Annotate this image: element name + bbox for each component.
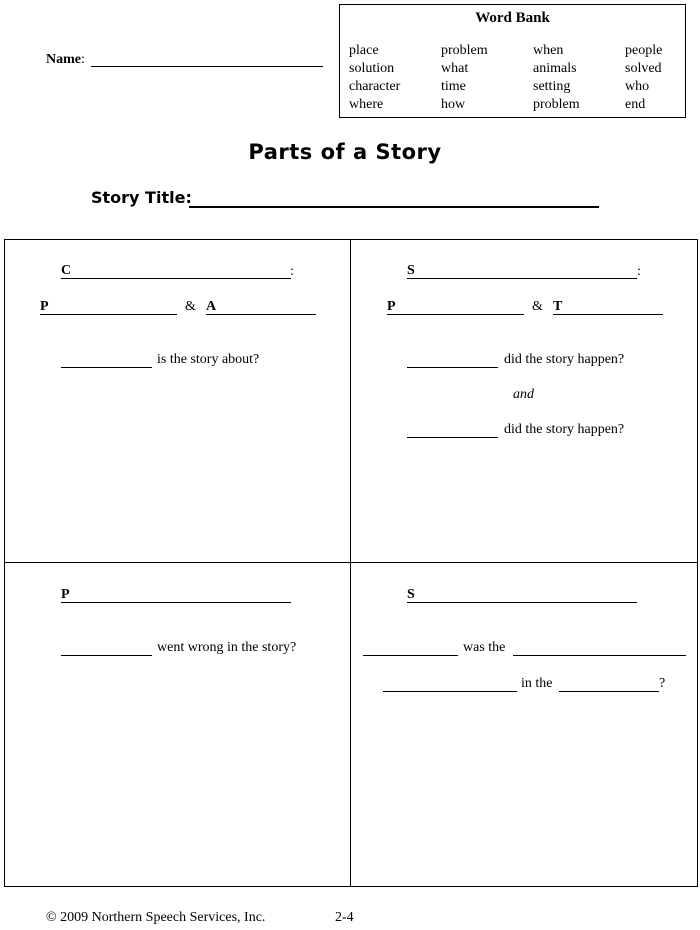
setting-question2: did the story happen?	[504, 422, 625, 437]
solution-line1-text: was the	[463, 640, 506, 655]
setting-heading-colon: :	[637, 264, 641, 279]
word-bank-word: what	[441, 61, 469, 76]
setting-place-field[interactable]	[387, 314, 524, 315]
word-bank-word: who	[625, 79, 650, 94]
setting-heading-letter: S	[407, 263, 415, 278]
word-bank-word: character	[349, 79, 401, 94]
word-bank-word: animals	[533, 61, 577, 76]
solution-line1-field-b[interactable]	[513, 655, 686, 656]
setting-question1: did the story happen?	[504, 352, 625, 367]
characters-animals-letter: A	[206, 299, 217, 314]
problem-question-field[interactable]	[61, 655, 152, 656]
characters-people-field[interactable]	[40, 314, 177, 315]
word-bank-title: Word Bank	[475, 10, 550, 26]
story-title-field[interactable]	[189, 206, 599, 208]
word-bank-word: place	[349, 43, 379, 58]
word-bank-word: solved	[625, 61, 662, 76]
solution-heading-letter: S	[407, 587, 415, 602]
word-bank-word: when	[533, 43, 564, 58]
word-bank-word: people	[625, 43, 663, 58]
story-grid	[4, 239, 698, 887]
word-bank-word: time	[441, 79, 466, 94]
name-colon: :	[81, 52, 85, 67]
solution-heading-field[interactable]	[407, 602, 637, 603]
solution-line2-question-mark: ?	[659, 676, 666, 691]
setting-time-letter: T	[553, 299, 563, 314]
setting-question1-field[interactable]	[407, 367, 498, 368]
name-field[interactable]	[91, 66, 323, 67]
setting-place-letter: P	[387, 299, 396, 314]
characters-heading-letter: C	[61, 263, 72, 278]
characters-animals-field[interactable]	[206, 314, 316, 315]
solution-line2-field-a[interactable]	[383, 691, 517, 692]
solution-line2-field-b[interactable]	[559, 691, 659, 692]
grid-vertical-divider	[350, 239, 351, 887]
characters-question: is the story about?	[157, 352, 260, 367]
characters-question-field[interactable]	[61, 367, 152, 368]
problem-heading-field[interactable]	[61, 602, 291, 603]
page-title: Parts of a Story	[248, 140, 442, 164]
word-bank-word: problem	[441, 43, 488, 58]
characters-heading-field[interactable]	[61, 278, 291, 279]
problem-heading-letter: P	[61, 587, 70, 602]
word-bank-word: solution	[349, 61, 395, 76]
solution-line1-field-a[interactable]	[363, 655, 458, 656]
setting-and: and	[513, 387, 534, 402]
word-bank	[339, 4, 686, 118]
word-bank-grid	[349, 42, 685, 114]
grid-horizontal-divider	[4, 562, 698, 563]
word-bank-word: end	[625, 97, 646, 112]
setting-ampersand: &	[532, 299, 543, 314]
name-label	[46, 52, 85, 68]
solution-line2-text: in the	[521, 676, 553, 691]
setting-heading-field[interactable]	[407, 278, 637, 279]
characters-heading-colon: :	[290, 264, 294, 279]
setting-question2-field[interactable]	[407, 437, 498, 438]
footer-copyright: © 2009 Northern Speech Services, Inc.	[46, 910, 266, 925]
word-bank-word: setting	[533, 79, 571, 94]
footer-page-number: 2-4	[335, 910, 354, 925]
problem-question: went wrong in the story?	[157, 640, 297, 655]
setting-time-field[interactable]	[553, 314, 663, 315]
word-bank-word: how	[441, 97, 466, 112]
word-bank-word: problem	[533, 97, 580, 112]
characters-people-letter: P	[40, 299, 49, 314]
word-bank-word: where	[349, 97, 384, 112]
characters-ampersand: &	[185, 299, 196, 314]
story-title-label: Story Title:	[91, 188, 192, 207]
name-label-text: Name	[46, 52, 81, 67]
